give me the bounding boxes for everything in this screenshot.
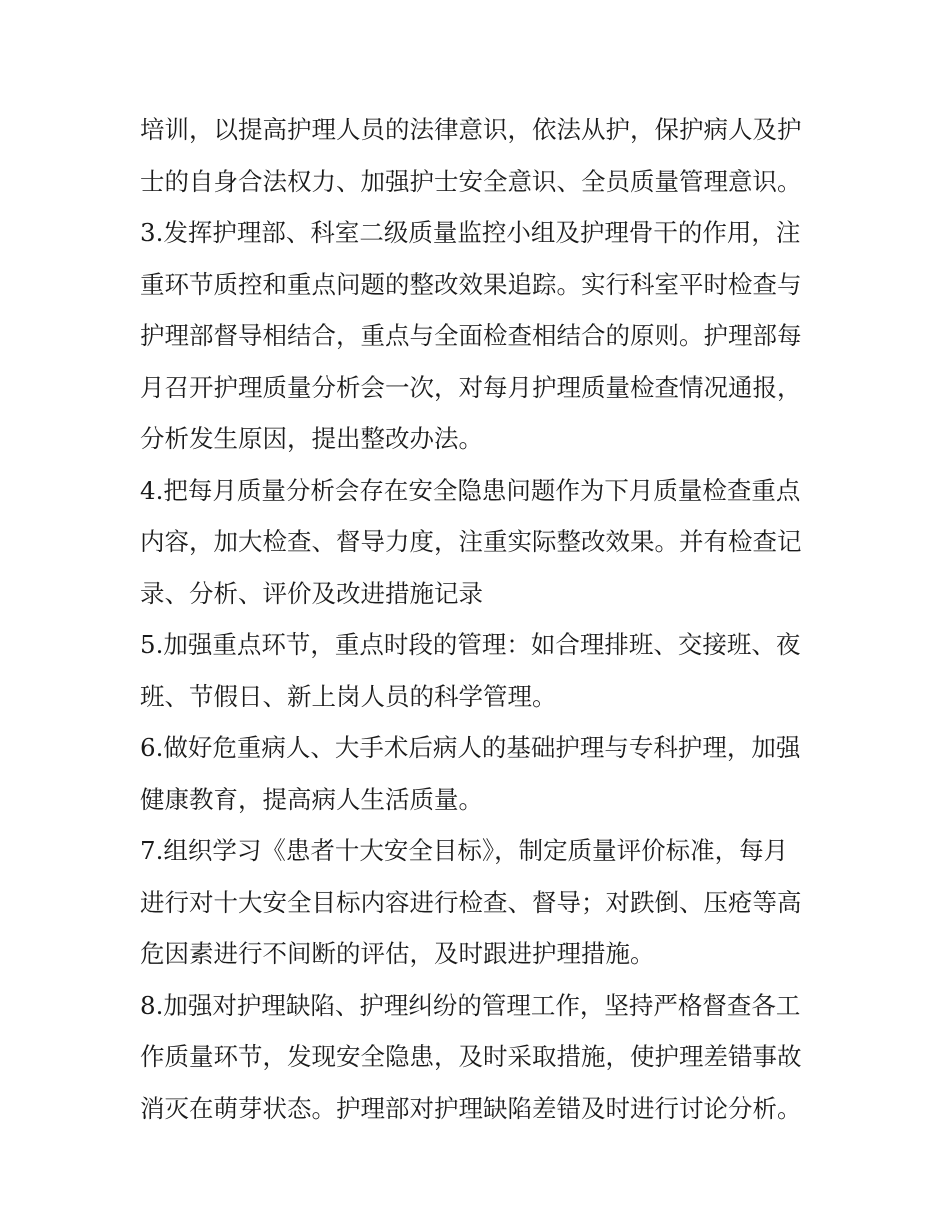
text-line: 分析发生原因，提出整改办法。 (140, 424, 483, 453)
text-line: 录、分析、评价及改进措施记录 (140, 578, 483, 608)
text-line: 消灭在萌芽状态。护理部对护理缺陷差错及时进行讨论分析。 (140, 1093, 802, 1123)
text-line: 8.加强对护理缺陷、护理纠纷的管理工作，坚持严格督查各工 (140, 990, 801, 1020)
text-line: 班、节假日、新上岗人员的科学管理。 (140, 681, 557, 711)
text-line: 5.加强重点环节，重点时段的管理：如合理排班、交接班、夜 (140, 630, 801, 659)
text-line: 危因素进行不间断的评估，及时跟进护理措施。 (140, 939, 655, 968)
text-line: 护理部督导相结合，重点与全面检查相结合的原则。护理部每 (140, 321, 802, 350)
text-line: 月召开护理质量分析会一次，对每月护理质量检查情况通报， (140, 372, 802, 402)
text-line: 士的自身合法权力、加强护士安全意识、全员质量管理意识。 (140, 166, 802, 196)
document-body (140, 104, 830, 1134)
text-line: 重环节质控和重点问题的整改效果追踪。实行科室平时检查与 (140, 269, 802, 299)
text-line: 3.发挥护理部、科室二级质量监控小组及护理骨干的作用，注 (140, 218, 801, 247)
text-line: 4.把每月质量分析会存在安全隐患问题作为下月质量检查重点 (140, 475, 801, 505)
text-line: 培训，以提高护理人员的法律意识，依法从护，保护病人及护 (140, 115, 802, 144)
text-line: 进行对十大安全目标内容进行检查、督导；对跌倒、压疮等高 (140, 887, 802, 917)
text-line: 作质量环节，发现安全隐患，及时采取措施，使护理差错事故 (140, 1042, 802, 1071)
text-line: 内容，加大检查、督导力度，注重实际整改效果。并有检查记 (140, 527, 802, 556)
text-line: 健康教育，提高病人生活质量。 (140, 784, 483, 814)
text-line: 6.做好危重病人、大手术后病人的基础护理与专科护理，加强 (140, 733, 801, 762)
text-line: 7.组织学习《患者十大安全目标》，制定质量评价标准，每月 (140, 836, 789, 865)
